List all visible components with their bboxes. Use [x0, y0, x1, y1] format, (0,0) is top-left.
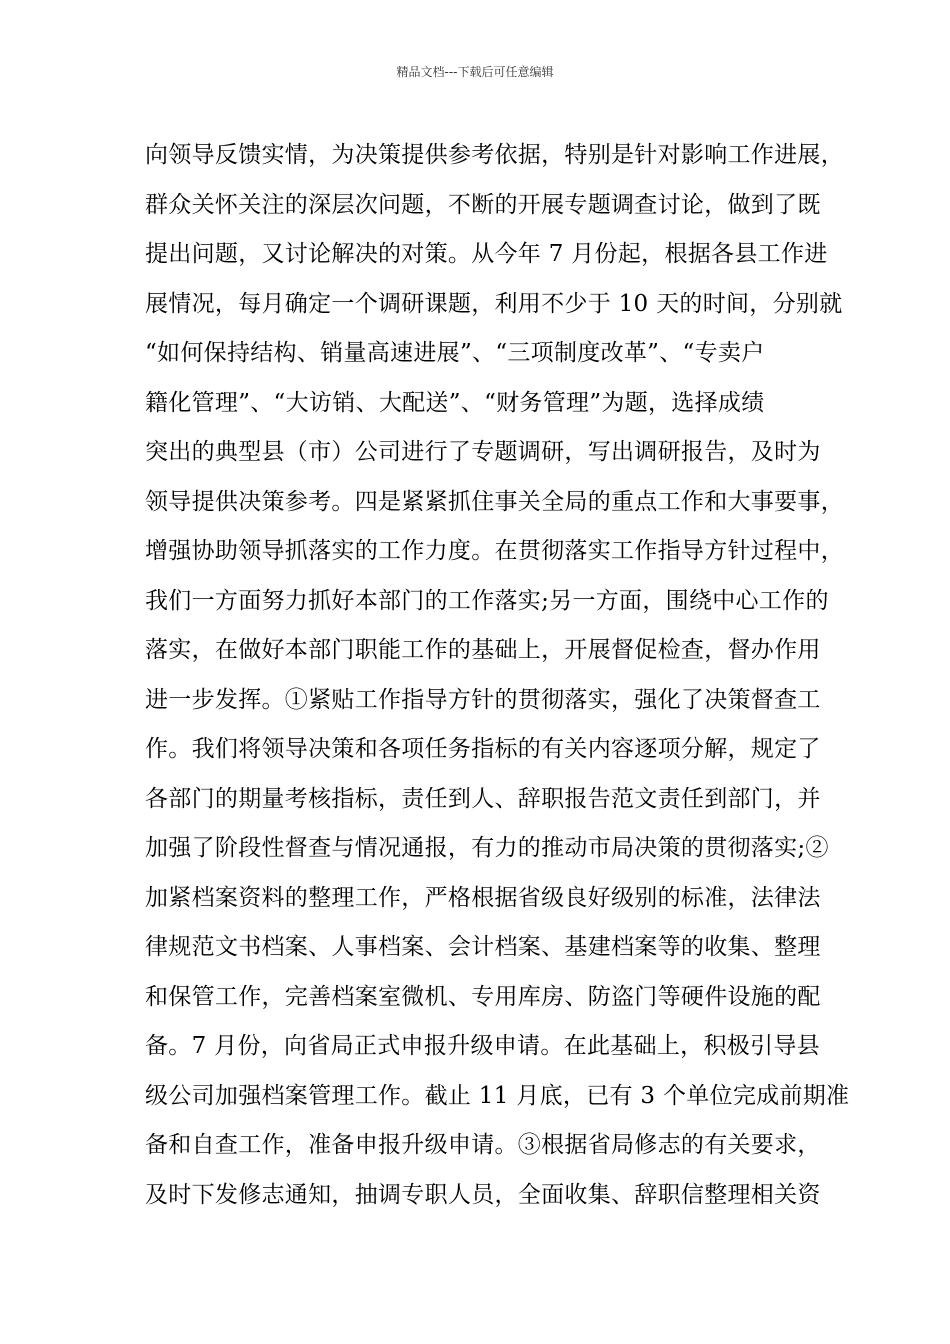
text-line: 领导提供决策参考。四是紧紧抓住事关全局的重点工作和大事要事， [145, 488, 844, 515]
text-line: 备和自查工作，准备申报升级申请。③根据省局修志的有关要求， [145, 1132, 821, 1158]
text-line: “如何保持结构、销量高速进展”、“三项制度改革”、“专卖户 [145, 340, 765, 366]
text-line: 进一步发挥。①紧贴工作指导方针的贯彻落实，强化了决策督查工 [145, 686, 821, 713]
text-line: 落实，在做好本部门职能工作的基础上，开展督促检查，督办作用 [145, 637, 821, 663]
text-line: 展情况，每月确定一个调研课题，利用不少于 10 天的时间，分别就 [145, 290, 843, 317]
text-line: 及时下发修志通知，抽调专职人员，全面收集、辞职信整理相关资 [145, 1181, 821, 1208]
text-line: 备。7 月份，向省局正式申报升级申请。在此基础上，积极引导县 [145, 1033, 820, 1059]
text-line: 增强协助领导抓落实的工作力度。在贯彻落实工作指导方针过程中， [145, 538, 844, 564]
text-line: 级公司加强档案管理工作。截止 11 月底，已有 3 个单位完成前期准 [145, 1082, 850, 1109]
text-line: 向领导反馈实情，为决策提供参考依据，特别是针对影响工作进展， [145, 142, 844, 168]
text-line: 突出的典型县（市）公司进行了专题调研，写出调研报告，及时为 [145, 439, 821, 465]
text-line: 群众关怀关注的深层次问题，不断的开展专题调查讨论，做到了既 [145, 191, 821, 218]
text-line: 加紧档案资料的整理工作，严格根据省级良好级别的标准，法律法 [145, 884, 821, 911]
text-line: 作。我们将领导决策和各项任务指标的有关内容逐项分解，规定了 [145, 736, 821, 762]
text-line: 各部门的期量考核指标，责任到人、辞职报告范文责任到部门，并 [145, 785, 821, 812]
body-paragraph [145, 131, 850, 1220]
text-line: 籍化管理”、“大访销、大配送”、“财务管理”为题，选择成绩 [145, 389, 765, 416]
text-line: 律规范文书档案、人事档案、会计档案、基建档案等的收集、整理 [145, 934, 821, 960]
text-line: 我们一方面努力抓好本部门的工作落实;另一方面，围绕中心工作的 [145, 587, 829, 614]
text-line: 提出问题，又讨论解决的对策。从今年 7 月份起，根据各县工作进 [145, 241, 828, 267]
page-header: 精品文档---下载后可任意编辑 [396, 65, 554, 79]
text-line: 加强了阶段性督查与情况通报，有力的推动市局决策的贯彻落实;② [145, 835, 829, 861]
text-line: 和保管工作，完善档案室微机、专用库房、防盗门等硬件设施的配 [145, 983, 821, 1010]
